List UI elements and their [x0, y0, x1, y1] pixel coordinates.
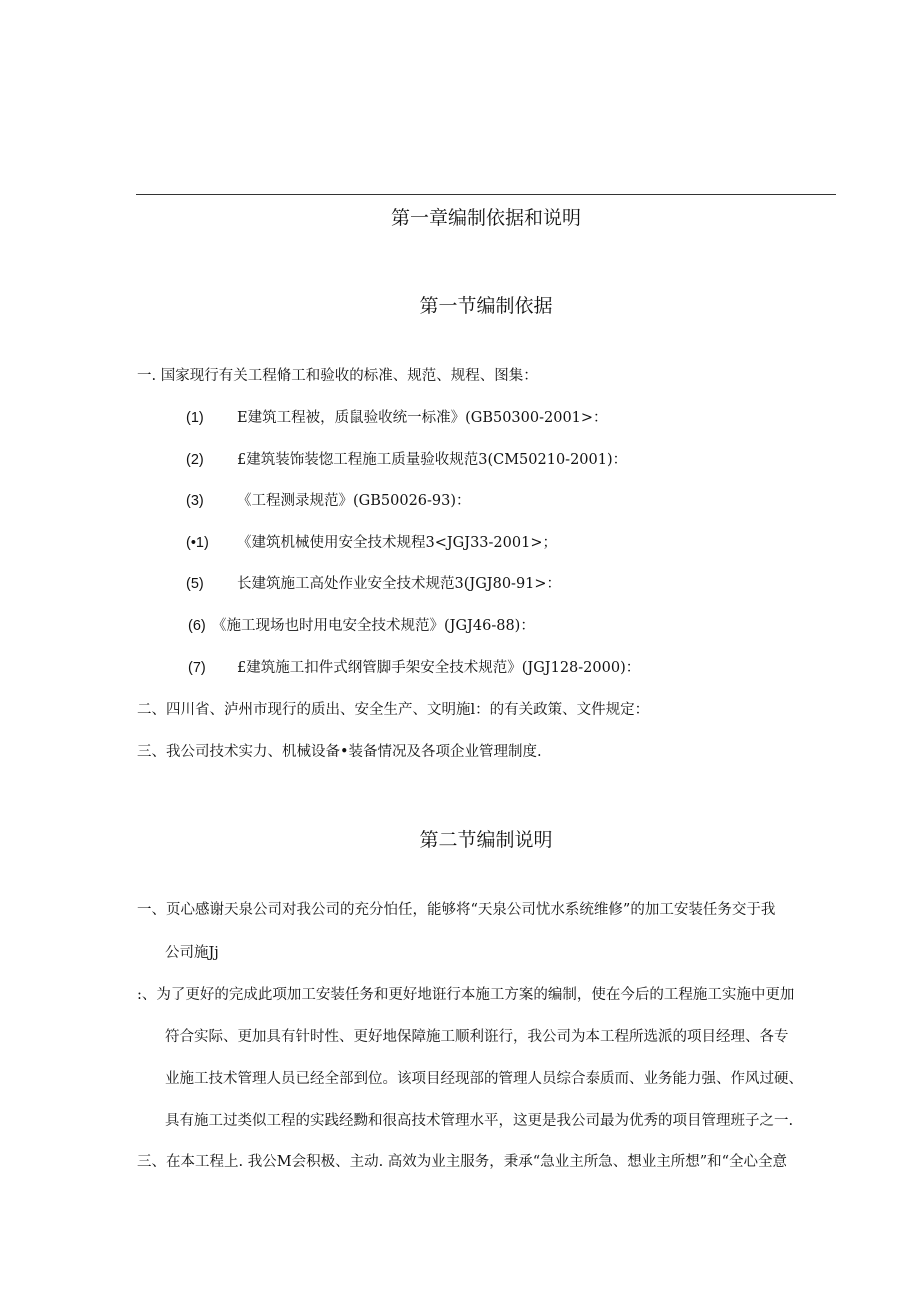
list-item-text: 长建筑施工高处作业安全技术规范3(JGJ80-91>： [237, 576, 562, 592]
list-item-number: (•1) [186, 535, 209, 551]
notes-para-2-line-2: 符合实际、更加具有针时性、更好地保障施工顺利诳行，我公司为本工程所选派的项目经理、各专 [165, 1029, 789, 1045]
list-item-text: £建筑施工扣件式纲管脚手架安全技术规范》(JGJ128-2000)： [237, 660, 641, 676]
list-item-text: 《建筑机械使用安全技术规程3<JGJ33-2001>； [237, 535, 557, 551]
list-item-text: E建筑工程被，质鼠验收统一标准》(GB50300-2001>： [237, 410, 608, 426]
list-item-text: £建筑装饰装惚工程施工质量验收规范3(CM50210-2001)： [237, 452, 628, 468]
notes-para-2-line-1: :、为了更好的完成此项加工安装任务和更好地诳行本施工方案的编制，使在今后的工程施工实施中更加 [137, 987, 795, 1003]
list-item-number: (7) [188, 660, 206, 676]
list-item-number: (3) [186, 493, 204, 509]
notes-para-1-line-1: 一、页心感谢天泉公司对我公司的充分怕任，能够将“天泉公司忧水系统维修”的加工安装任务交于我 [137, 902, 776, 918]
notes-para-2-line-3: 业施工技术管理人员已经全部到位。该项目经现部的管理人员综合泰质而、业务能力强、作风过硬、 [165, 1071, 803, 1087]
list-item-number: (6) [188, 618, 206, 634]
list-item-number: (5) [186, 576, 204, 592]
list-item-text: 《工程测录规范》(GB50026-93)： [237, 493, 471, 509]
notes-para-2-line-4: 具有施工过类似工程的实践经黝和很高技术管理水平，这更是我公司最为优秀的项目管理班子之一. [165, 1113, 794, 1129]
basis-para-2: 二、四川省、泸州市现行的质出、安全生产、文明施l：的有关政策、文件规定： [137, 702, 650, 718]
list-item-text: 《施工现场也时用电安全技术规范》(JGJ46-88)： [212, 618, 535, 634]
section-title-basis: 第一节编制依据 [419, 295, 553, 317]
section-title-notes: 第二节编制说明 [419, 829, 553, 851]
list-item-number: (2) [186, 452, 204, 468]
header-rule [136, 194, 836, 195]
basis-para-3: 三、我公司技术实力、机械设备•装备情况及各项企业管理制度. [137, 744, 542, 760]
notes-para-1-line-2: 公司施Jj [165, 945, 219, 961]
basis-intro: 一. 国家现行有关工程脩工和验收的标准、规范、规程、图集： [137, 368, 538, 384]
notes-para-3-line-1: 三、在本工程上. 我公M会积极、主动. 高效为业主服务，秉承“急业主所急、想业主所想”和“全心全意 [137, 1154, 788, 1170]
chapter-title: 第一章编制依据和说明 [390, 207, 581, 229]
list-item-number: (1) [186, 410, 204, 426]
